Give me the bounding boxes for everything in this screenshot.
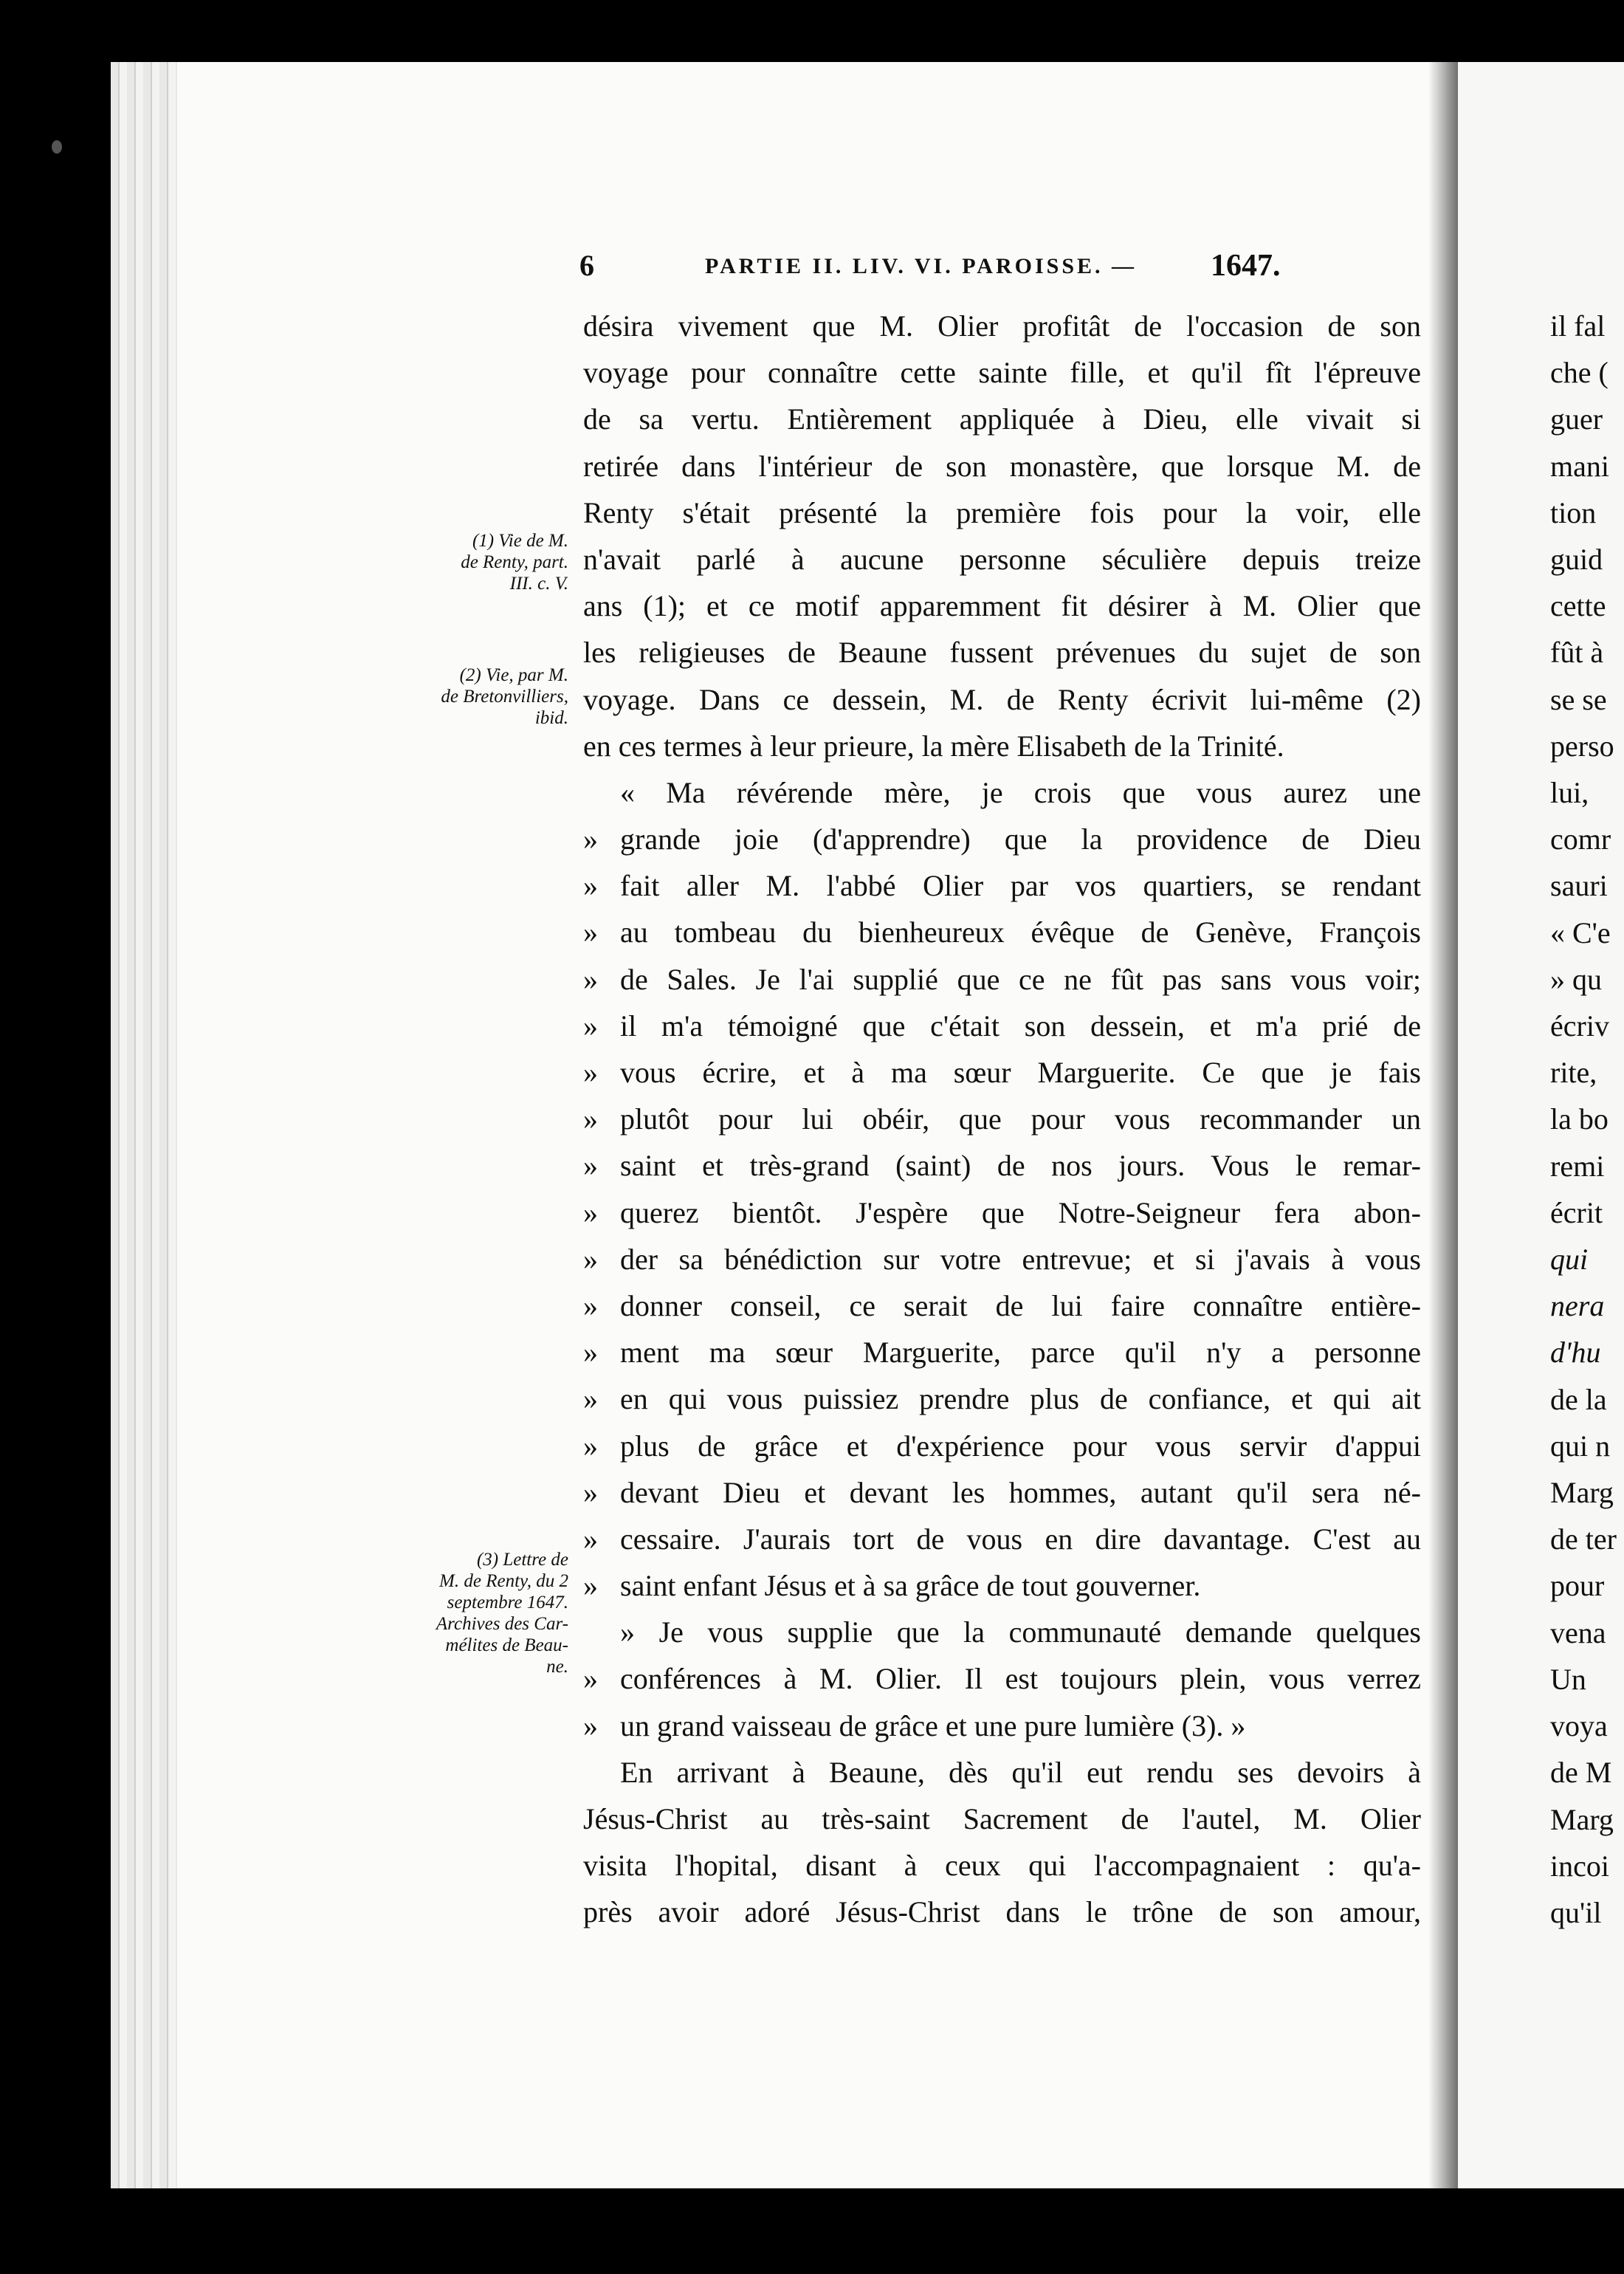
margin-note-line: III. c. V. <box>509 574 568 594</box>
text-line <box>583 723 1421 769</box>
right-page-fragment: guid <box>1550 543 1603 577</box>
text-line-content: vous écrire, et à ma sœur Marguerite. Ce que je fais <box>620 1056 1421 1089</box>
guillemet-mark: » <box>583 1056 598 1089</box>
margin-note-line: ne. <box>546 1657 568 1677</box>
margin-note-line: de Renty, part. <box>461 552 568 572</box>
text-line <box>583 303 1421 349</box>
text-line-content: en ces termes à leur prieure, la mère Elisabeth de la Trinité. <box>583 729 1284 763</box>
text-line <box>583 1703 1421 1749</box>
guillemet-mark: » <box>583 1195 598 1229</box>
right-page-fragment: pour <box>1550 1569 1605 1603</box>
guillemet-mark: » <box>583 1708 598 1742</box>
text-line <box>583 1469 1421 1516</box>
text-line-content: près avoir adoré Jésus-Christ dans le trône de son amour, <box>583 1895 1421 1929</box>
text-line-content: der sa bénédiction sur votre entrevue; et si j'avais à vous <box>620 1242 1421 1276</box>
right-page-fragment: guer <box>1550 402 1603 436</box>
margin-note-line: (2) Vie, par M. <box>459 665 568 685</box>
text-line-content: » Je vous supplie que la communauté demande quelques <box>620 1615 1421 1649</box>
text-line-content: donner conseil, ce serait de lui faire connaître entière- <box>620 1288 1421 1322</box>
right-page-fragment: Un <box>1550 1662 1586 1696</box>
text-line-content: conférences à M. Olier. Il est toujours plein, vous verrez <box>620 1662 1421 1696</box>
guillemet-mark: » <box>583 1662 598 1696</box>
text-line-content: plus de grâce et d'expérience pour vous servir d'appui <box>620 1429 1421 1463</box>
guillemet-mark: » <box>583 916 598 949</box>
text-line-content: devant Dieu et devant les hommes, autant qu'il sera né- <box>620 1475 1421 1509</box>
text-line-content: voyage. Dans ce dessein, M. de Renty écrivit lui-même (2) <box>583 682 1421 716</box>
guillemet-mark: » <box>583 1149 598 1183</box>
text-line-content: ans (1); et ce motif apparemment fit désirer à M. Olier que <box>583 589 1421 623</box>
main-text-column <box>583 303 1421 1936</box>
text-line <box>583 1049 1421 1096</box>
right-page-fragment: tion <box>1550 495 1597 529</box>
text-line <box>583 769 1421 816</box>
guillemet-mark: » <box>583 1475 598 1509</box>
guillemet-mark: » <box>583 822 598 856</box>
text-line-content: plutôt pour lui obéir, que pour vous recommander un <box>620 1102 1421 1136</box>
text-line-content: il m'a témoigné que c'était son dessein, et m'a prié de <box>620 1009 1421 1042</box>
text-line <box>583 1609 1421 1655</box>
text-line <box>583 1842 1421 1889</box>
right-page-fragment: qu'il <box>1550 1895 1602 1929</box>
text-line <box>583 349 1421 396</box>
text-line-content: en qui vous puissiez prendre plus de confiance, et qui ait <box>620 1382 1421 1416</box>
guillemet-mark: » <box>583 1009 598 1042</box>
text-line-content: Renty s'était présenté la première fois pour la voir, elle <box>583 495 1421 529</box>
text-line <box>583 1889 1421 1935</box>
text-line <box>583 1236 1421 1282</box>
text-line <box>583 1562 1421 1609</box>
text-line-content: « Ma révérende mère, je crois que vous aurez une <box>620 775 1421 809</box>
right-page-fragment: il fal <box>1550 309 1606 343</box>
text-line <box>583 1375 1421 1422</box>
text-line-content: fait aller M. l'abbé Olier par vos quartiers, se rendant <box>620 869 1421 903</box>
text-line-content: de Sales. Je l'ai supplié que ce ne fût pas sans vous voir; <box>620 962 1421 996</box>
text-line-content: grande joie (d'apprendre) que la providence de Dieu <box>620 822 1421 856</box>
text-line <box>583 1189 1421 1236</box>
right-page-text <box>1550 303 1624 1936</box>
text-line <box>583 956 1421 1003</box>
text-line-content: visita l'hopital, disant à ceux qui l'accompagnaient : qu'a- <box>583 1849 1421 1883</box>
margin-note-line: (1) Vie de M. <box>472 531 568 551</box>
page-header <box>579 248 1425 292</box>
page-number: 6 <box>579 249 594 282</box>
text-line-content: querez bientôt. J'espère que Notre-Seigneur fera abon- <box>620 1195 1421 1229</box>
guillemet-mark: » <box>583 1288 598 1322</box>
scan-speck <box>52 140 62 154</box>
margin-note <box>399 530 568 594</box>
text-line-content: saint et très-grand (saint) de nos jours. Vous le remar- <box>620 1149 1421 1183</box>
right-page-fragment: mani <box>1550 449 1609 483</box>
right-page-fragment: de M <box>1550 1756 1612 1790</box>
right-page-fragment: sauri <box>1550 869 1608 903</box>
text-line <box>583 583 1421 629</box>
guillemet-mark: » <box>583 1522 598 1556</box>
right-page-fragment: perso <box>1550 729 1614 763</box>
text-line <box>583 490 1421 536</box>
text-line <box>583 1655 1421 1702</box>
right-page-fragment: qui <box>1550 1243 1589 1277</box>
text-line <box>583 1096 1421 1142</box>
text-line <box>583 676 1421 723</box>
right-page-fragment: remi <box>1550 1149 1605 1183</box>
header-year: 1647. <box>1211 249 1281 283</box>
text-line <box>583 1003 1421 1049</box>
margin-note-line: M. de Renty, du 2 <box>439 1571 568 1591</box>
margin-note-line: de Bretonvilliers, <box>441 687 568 707</box>
text-line-content: cessaire. J'aurais tort de vous en dire davantage. C'est au <box>620 1522 1421 1556</box>
margin-note-line: Archives des Car- <box>436 1614 568 1634</box>
right-page-fragment: Marg <box>1550 1476 1614 1510</box>
right-page-fragment: qui n <box>1550 1429 1611 1463</box>
right-page-fragment: rite, <box>1550 1056 1597 1090</box>
text-line <box>583 629 1421 676</box>
page-edges <box>111 62 177 2188</box>
right-page-fragment: de la <box>1550 1382 1607 1416</box>
text-line-content: de sa vertu. Entièrement appliquée à Dieu, elle vivait si <box>583 402 1421 436</box>
text-line <box>583 1282 1421 1329</box>
text-line-content: En arrivant à Beaune, dès qu'il eut rendu ses devoirs à <box>620 1755 1421 1789</box>
text-line-content: les religieuses de Beaune fussent prévenues du sujet de son <box>583 636 1421 670</box>
right-page-fragment: Marg <box>1550 1802 1614 1836</box>
text-line-content: au tombeau du bienheureux évêque de Genève, François <box>620 916 1421 949</box>
guillemet-mark: » <box>583 1242 598 1276</box>
right-page-fragment: che ( <box>1550 356 1608 390</box>
text-line <box>583 1329 1421 1375</box>
guillemet-mark: » <box>583 1102 598 1136</box>
guillemet-mark: » <box>583 869 598 903</box>
text-line <box>583 1796 1421 1842</box>
text-line-content: désira vivement que M. Olier profitât de l'occasion de son <box>583 309 1421 343</box>
right-page-fragment: se se <box>1550 682 1607 716</box>
text-line <box>583 1423 1421 1469</box>
right-page-fragment: écriv <box>1550 1009 1609 1043</box>
running-title: PARTIE II. LIV. VI. PAROISSE. — <box>705 254 1138 278</box>
text-line <box>583 1142 1421 1189</box>
text-line <box>583 816 1421 862</box>
right-page-fragment: de ter <box>1550 1522 1617 1556</box>
margin-note <box>399 664 568 729</box>
right-page-fragment: lui, <box>1550 776 1589 810</box>
text-line <box>583 443 1421 490</box>
margin-note-line: septembre 1647. <box>447 1593 568 1612</box>
right-page-fragment: » qu <box>1550 962 1602 996</box>
guillemet-mark: » <box>583 1336 598 1370</box>
text-line <box>583 909 1421 955</box>
margin-note <box>399 1549 568 1677</box>
text-line-content: retirée dans l'intérieur de son monastère, que lorsque M. de <box>583 449 1421 483</box>
guillemet-mark: » <box>583 1569 598 1603</box>
text-line <box>583 536 1421 583</box>
text-line-content: Jésus-Christ au très-saint Sacrement de l'autel, M. Olier <box>583 1802 1421 1835</box>
right-page-fragment: nera <box>1550 1289 1605 1323</box>
right-page-fragment: d'hu <box>1550 1336 1601 1370</box>
right-page-fragment: fût à <box>1550 636 1604 670</box>
text-line <box>583 1749 1421 1796</box>
right-page-fragment: voya <box>1550 1709 1608 1743</box>
text-line-content: voyage pour connaître cette sainte fille, et qu'il fît l'épreuve <box>583 356 1421 390</box>
right-page-fragment: cette <box>1550 589 1606 623</box>
text-line <box>583 1516 1421 1562</box>
text-line <box>583 396 1421 442</box>
right-page-fragment: « C'e <box>1550 916 1611 949</box>
right-page-fragment: vena <box>1550 1615 1606 1649</box>
right-page-fragment: comr <box>1550 822 1611 856</box>
right-page-fragment: incoi <box>1550 1849 1609 1883</box>
guillemet-mark: » <box>583 962 598 996</box>
right-page-fragment: écrit <box>1550 1195 1603 1229</box>
text-line-content: saint enfant Jésus et à sa grâce de tout gouverner. <box>620 1569 1201 1603</box>
text-line-content: ment ma sœur Marguerite, parce qu'il n'y a personne <box>620 1336 1421 1370</box>
margin-note-line: mélites de Beau- <box>445 1635 568 1655</box>
gutter-shadow <box>1428 62 1458 2188</box>
text-line-content: n'avait parlé à aucune personne séculière depuis treize <box>583 542 1421 576</box>
guillemet-mark: » <box>583 1429 598 1463</box>
text-line-content: un grand vaisseau de grâce et une pure lumière (3). » <box>620 1708 1246 1742</box>
right-page-fragment: la bo <box>1550 1102 1608 1136</box>
guillemet-mark: » <box>583 1382 598 1416</box>
margin-note-line: (3) Lettre de <box>476 1550 568 1570</box>
margin-note-line: ibid. <box>534 708 568 728</box>
text-line <box>583 862 1421 909</box>
